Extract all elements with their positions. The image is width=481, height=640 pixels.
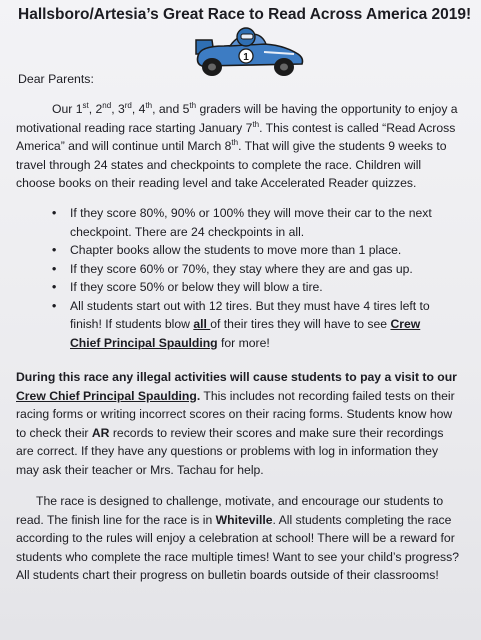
list-item: • Chapter books allow the students to move more than 1 place. bbox=[52, 241, 452, 260]
flyer-title: Hallsboro/Artesia’s Great Race to Read Across America 2019! bbox=[18, 6, 472, 23]
list-item: • If they score 60% or 70%, they stay where they are and gas up. bbox=[52, 260, 452, 279]
greeting: Dear Parents: bbox=[18, 72, 94, 86]
rules-paragraph: During this race any illegal activities will cause students to pay a visit to our Crew Chief Principal Spaulding. This includes not recording failed tests on their racing forms or writing incorrect scores on their racing forms. Students know how to check their AR records to review their scores and make sure their recordings are correct. If they have any questions or problems with log in information they may ask their teacher or Mrs. Tachau for help. bbox=[16, 370, 457, 477]
rules-list bbox=[52, 204, 452, 352]
race-car-icon bbox=[190, 24, 310, 84]
list-item: • If they score 50% or below they will blow a tire. bbox=[52, 278, 452, 297]
intro-paragraph: Our 1st, 2nd, 3rd, 4th, and 5th graders will be having the opportunity to enjoy a motivational reading race starting January 7th. This contest is called “Read Across America” and will continue until March 8th. That will give the students 9 weeks to travel through 24 states and checkpoints to complete the race. Children will choose books on their reading level and take Accelerated Reader quizzes. bbox=[16, 100, 458, 190]
car-number: 1 bbox=[243, 52, 249, 63]
list-item: • All students start out with 12 tires. But they must have 4 tires left to finish! If students blow all of their tires they will have to see Crew Chief Principal Spaulding for more! bbox=[52, 297, 452, 353]
closing-paragraph: The race is designed to challenge, motivate, and encourage our students to read. The finish line for the race is in Whiteville. All students completing the race according to the rules will enjoy a celebration at school! There will be a reward for students who complete the race multiple times! Want to see your child’s progress? All students chart their progress on bulletin boards outside of their classrooms! bbox=[16, 494, 460, 582]
list-item: • If they score 80%, 90% or 100% they will move their car to the next checkpoint. There are 24 checkpoints in all. bbox=[52, 204, 452, 241]
